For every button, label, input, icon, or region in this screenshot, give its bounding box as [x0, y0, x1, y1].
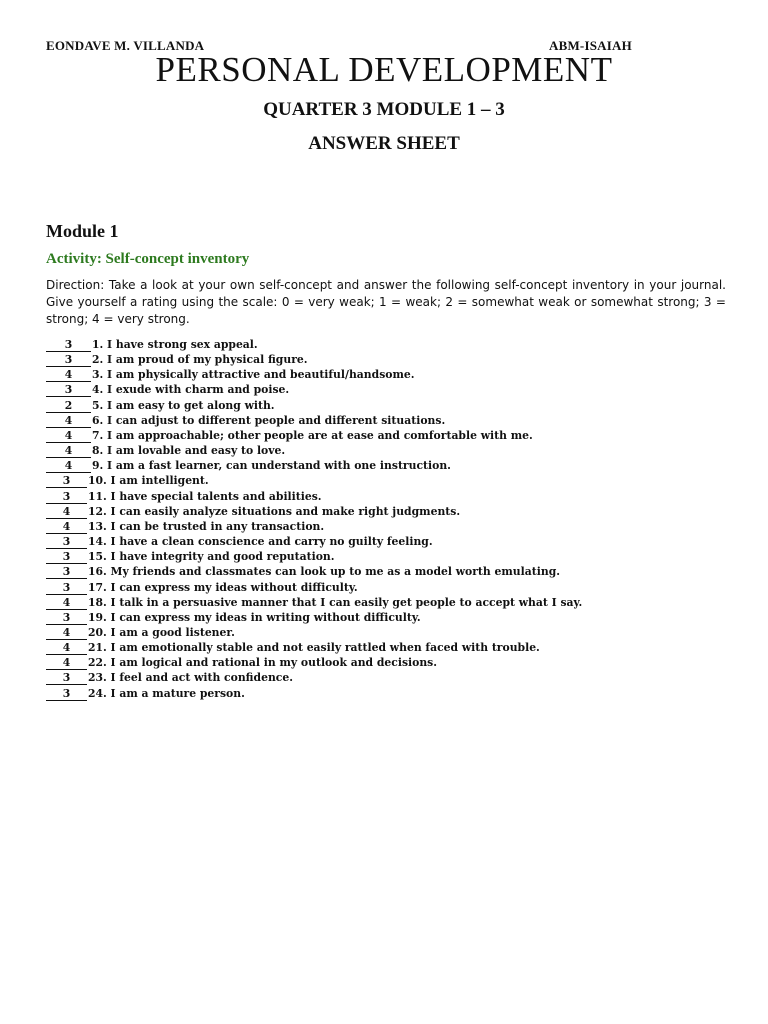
answer-blank: 4 [46, 369, 91, 382]
answer-blank: 3 [46, 339, 91, 352]
item-text: 14. I have a clean conscience and carry no guilty feeling. [88, 535, 433, 549]
list-item [46, 352, 726, 367]
item-text: 23. I feel and act with confidence. [88, 671, 294, 685]
item-text: 20. I am a good listener. [88, 625, 235, 639]
item-text: 3. I am physically attractive and beautiful/handsome. [92, 368, 415, 382]
answer-blank: 3 [46, 491, 87, 504]
item-text: 2. I am proud of my physical figure. [92, 353, 308, 367]
page-subtitle: QUARTER 3 MODULE 1 – 3 [263, 99, 505, 120]
page-title: PERSONAL DEVELOPMENT [155, 50, 613, 89]
answer-blank: 2 [46, 400, 91, 413]
item-text: 10. I am intelligent. [88, 474, 209, 488]
answer-blank: 4 [46, 506, 87, 519]
list-item [46, 428, 726, 443]
sheet-label: ANSWER SHEET [308, 133, 460, 154]
answer-blank: 4 [46, 642, 87, 655]
list-item [46, 549, 726, 564]
section-name: ABM-ISAIAH [549, 38, 632, 53]
inventory-list [46, 337, 726, 701]
item-text: 11. I have special talents and abilities. [88, 489, 322, 503]
list-item [46, 382, 726, 397]
list-item [46, 519, 726, 534]
list-item [46, 655, 726, 670]
item-text: 15. I have integrity and good reputation. [88, 550, 335, 564]
direction-text: Direction: Take a look at your own self-concept and answer the following self-concept inventory in your journal. Give yourself a rating using the scale: 0 = very weak; 1 = weak; 2 = somewhat weak or somewhat strong; 3 = strong; 4 = very strong. [46, 278, 726, 326]
list-item [46, 625, 726, 640]
item-text: 22. I am logical and rational in my outlook and decisions. [88, 656, 438, 670]
student-name: EONDAVE M. VILLANDA [46, 38, 205, 53]
list-item [46, 367, 726, 382]
list-item [46, 686, 726, 701]
item-text: 9. I am a fast learner, can understand with one instruction. [92, 459, 451, 473]
answer-blank: 3 [46, 672, 87, 685]
item-text: 17. I can express my ideas without difficulty. [88, 580, 358, 594]
answer-blank: 4 [46, 415, 91, 428]
answer-blank: 3 [46, 354, 91, 367]
item-text: 21. I am emotionally stable and not easily rattled when faced with trouble. [88, 641, 540, 655]
item-text: 16. My friends and classmates can look up to me as a model worth emulating. [88, 565, 561, 579]
answer-blank: 4 [46, 657, 87, 670]
answer-blank: 3 [46, 612, 87, 625]
list-item [46, 595, 726, 610]
list-item [46, 443, 726, 458]
list-item [46, 580, 726, 595]
item-text: 13. I can be trusted in any transaction. [88, 519, 325, 533]
list-item [46, 473, 726, 488]
list-item [46, 670, 726, 685]
activity-title: Activity: Self-concept inventory [46, 251, 250, 267]
item-text: 18. I talk in a persuasive manner that I can easily get people to accept what I say. [88, 595, 583, 609]
answer-blank: 3 [46, 536, 87, 549]
list-item [46, 610, 726, 625]
list-item [46, 504, 726, 519]
answer-blank: 3 [46, 688, 87, 701]
answer-blank: 3 [46, 566, 87, 579]
item-text: 4. I exude with charm and poise. [92, 383, 290, 397]
item-text: 7. I am approachable; other people are at ease and comfortable with me. [92, 428, 533, 442]
item-text: 24. I am a mature person. [88, 686, 245, 700]
list-item [46, 489, 726, 504]
list-item [46, 337, 726, 352]
module-heading: Module 1 [46, 221, 119, 241]
answer-blank: 4 [46, 460, 91, 473]
list-item [46, 413, 726, 428]
answer-blank: 3 [46, 475, 87, 488]
list-item [46, 640, 726, 655]
item-text: 19. I can express my ideas in writing without difficulty. [88, 610, 421, 624]
answer-blank: 3 [46, 551, 87, 564]
item-text: 12. I can easily analyze situations and make right judgments. [88, 504, 461, 518]
list-item [46, 564, 726, 579]
item-text: 8. I am lovable and easy to love. [92, 444, 286, 458]
answer-blank: 4 [46, 627, 87, 640]
item-text: 5. I am easy to get along with. [92, 398, 275, 412]
answer-blank: 3 [46, 582, 87, 595]
answer-blank: 4 [46, 597, 87, 610]
answer-blank: 4 [46, 445, 91, 458]
item-text: 1. I have strong sex appeal. [92, 338, 258, 351]
list-item [46, 398, 726, 413]
item-text: 6. I can adjust to different people and different situations. [92, 413, 446, 427]
answer-blank: 4 [46, 430, 91, 443]
list-item [46, 534, 726, 549]
list-item [46, 458, 726, 473]
answer-blank: 4 [46, 521, 87, 534]
answer-blank: 3 [46, 384, 91, 397]
